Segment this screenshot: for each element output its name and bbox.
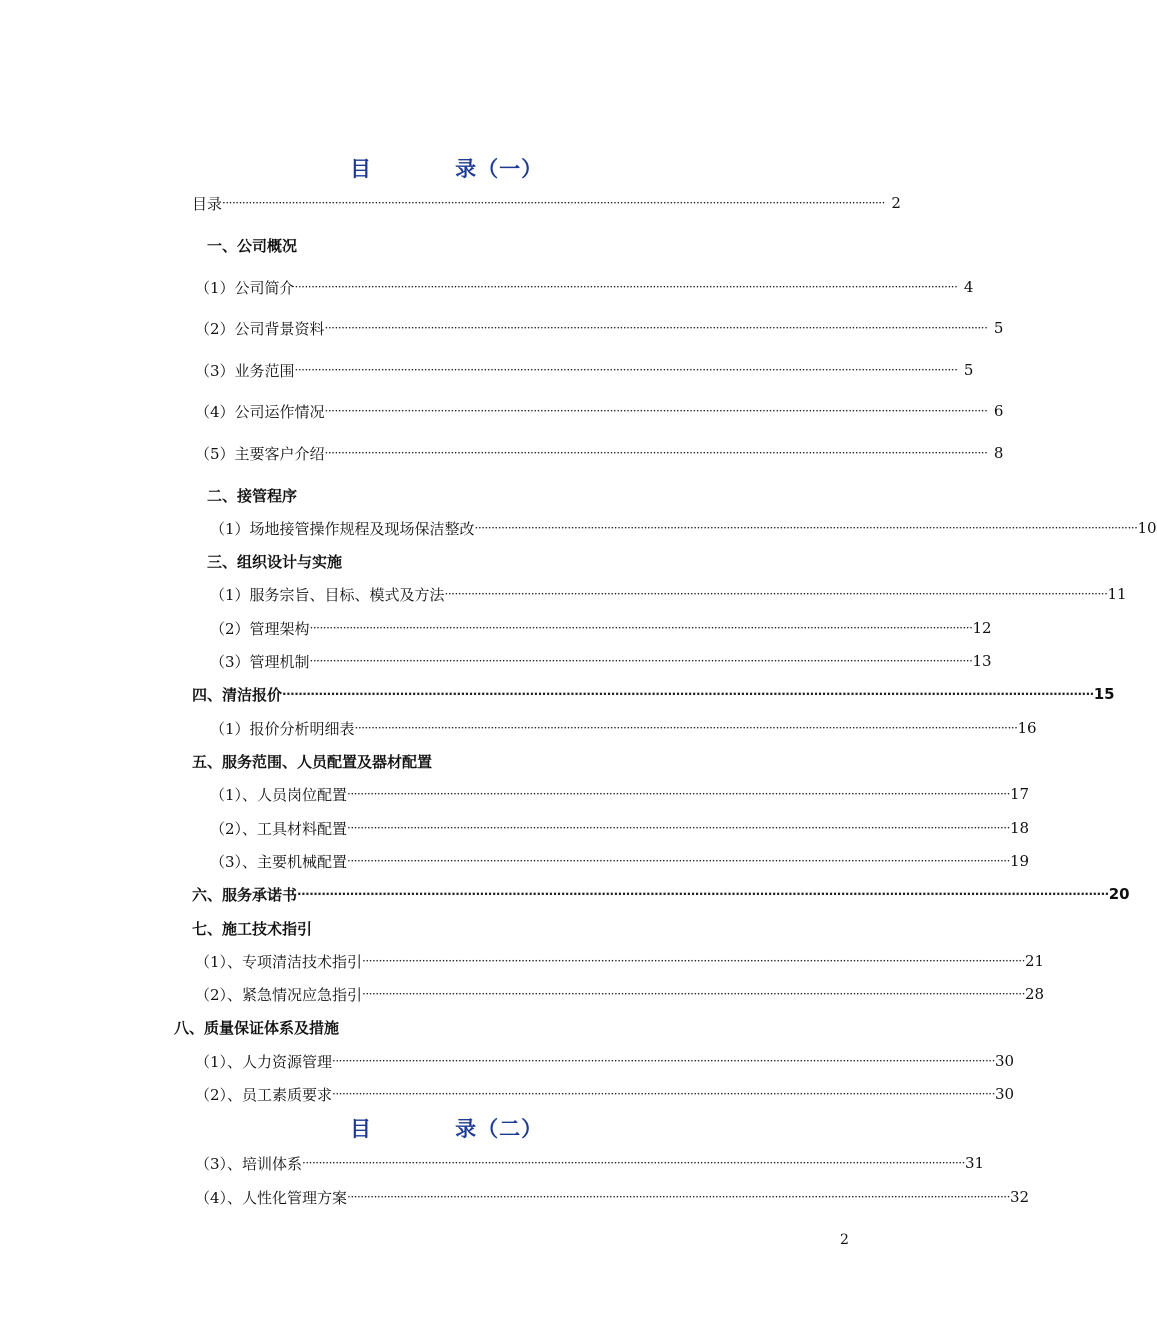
toc-dot-leader: ········································································································································································································	[332, 1054, 995, 1068]
toc-entry	[210, 717, 1037, 739]
toc-entry-label: （1）、专项清洁技术指引	[195, 952, 363, 971]
toc-entry-label: 六、服务承诺书	[192, 885, 298, 904]
toc-dot-leader: ········································································································································································································	[309, 621, 973, 635]
toc-entry-label: （3）、培训体系	[195, 1154, 303, 1173]
toc-entry-label: （1）报价分析明细表	[210, 719, 355, 738]
toc-dot-leader: ········································································································································································································	[362, 987, 1025, 1001]
toc-dot-leader: ········································································································································································································	[324, 404, 988, 418]
page-number: 2	[840, 1232, 849, 1248]
toc-entry-page: 16	[1017, 719, 1037, 737]
toc-section-heading	[192, 683, 1115, 705]
toc-dot-leader: ········································································································································································································	[474, 521, 1138, 535]
toc-entry	[192, 192, 901, 214]
toc-dot-leader: ········································································································································································································	[309, 654, 973, 668]
toc-dot-leader: ········································································································································································································	[362, 954, 1025, 968]
toc-entry-page: 12	[972, 619, 992, 637]
toc-entry-label: 一、公司概况	[207, 236, 298, 255]
toc-dot-leader: ········································································································································································································	[332, 1087, 995, 1101]
toc-entry-page: 11	[1107, 585, 1127, 603]
toc-entry-label: （3）业务范围	[195, 361, 295, 380]
toc-entry-page: 18	[1009, 819, 1030, 837]
toc-entry-page: 5	[993, 319, 1004, 337]
toc-entry-page: 17	[1009, 785, 1030, 803]
toc-entry-page: 6	[993, 402, 1004, 420]
toc-entry	[195, 1186, 1030, 1208]
toc-dot-leader: ········································································································································································································	[294, 280, 958, 294]
toc-title-2: 目 录（二）	[350, 1116, 544, 1141]
toc-entry-label: 目录	[192, 194, 223, 213]
toc-entry	[210, 817, 1030, 839]
toc-dot-leader: ········································································································································································································	[282, 687, 1094, 701]
toc-dot-leader: ········································································································································································································	[347, 787, 1010, 801]
toc-dot-leader: ········································································································································································································	[347, 821, 1010, 835]
toc-entry	[210, 850, 1030, 872]
toc-entry	[195, 1152, 985, 1174]
toc-entry-label: （1）服务宗旨、目标、模式及方法	[210, 585, 445, 604]
toc-entry-label: （3）、主要机械配置	[210, 852, 348, 871]
toc-entry-page: 30	[994, 1085, 1015, 1103]
toc-entry-label: （2）公司背景资料	[195, 319, 325, 338]
toc-title-1: 目 录（一）	[350, 156, 544, 181]
toc-entry-label: （4）、人性化管理方案	[195, 1188, 348, 1207]
toc-entry	[210, 517, 1157, 539]
toc-entry	[195, 983, 1045, 1005]
toc-dot-leader: ········································································································································································································	[302, 1156, 965, 1170]
toc-entry-label: 三、组织设计与实施	[207, 552, 343, 571]
toc-section-heading	[207, 234, 400, 256]
toc-entry-label: （1）场地接管操作规程及现场保洁整改	[210, 519, 475, 538]
toc-entry-label: 四、清洁报价	[192, 685, 283, 704]
toc-entry-label: （1）公司简介	[195, 278, 295, 297]
toc-section-heading	[192, 883, 1130, 905]
toc-dot-leader: ········································································································································································································	[347, 1190, 1010, 1204]
toc-entry-page: 4	[963, 278, 974, 296]
toc-entry	[195, 950, 1045, 972]
toc-section-heading	[207, 550, 400, 572]
toc-entry-label: 七、施工技术指引	[192, 919, 313, 938]
toc-entry	[195, 1050, 1015, 1072]
toc-dot-leader: ········································································································································································································	[347, 854, 1010, 868]
toc-entry-label: （3）管理机制	[210, 652, 310, 671]
toc-entry-page: 20	[1108, 885, 1130, 903]
toc-entry-label: （2）、员工素质要求	[195, 1085, 333, 1104]
toc-dot-leader: ········································································································································································································	[222, 196, 885, 210]
toc-entry-page: 8	[993, 444, 1004, 462]
toc-dot-leader: ········································································································································································································	[444, 587, 1108, 601]
toc-entry	[195, 359, 974, 381]
toc-entry-label: 八、质量保证体系及措施	[174, 1018, 340, 1037]
toc-entry-page: 2	[891, 194, 901, 212]
toc-entry-label: （5）主要客户介绍	[195, 444, 325, 463]
toc-entry	[210, 650, 992, 672]
toc-entry-label: （1）、人力资源管理	[195, 1052, 333, 1071]
toc-entry	[195, 400, 1004, 422]
toc-entry-page: 31	[964, 1154, 985, 1172]
toc-dot-leader: ········································································································································································································	[324, 446, 988, 460]
toc-entry-label: （2）、紧急情况应急指引	[195, 985, 363, 1004]
toc-entry-page: 32	[1009, 1188, 1030, 1206]
toc-entry-label: （4）公司运作情况	[195, 402, 325, 421]
toc-section-heading	[174, 1016, 400, 1038]
toc-entry-page: 5	[963, 361, 974, 379]
toc-entry-page: 10	[1137, 519, 1157, 537]
toc-entry-label: （1）、人员岗位配置	[210, 785, 348, 804]
toc-entry-label: 二、接管程序	[207, 486, 298, 505]
toc-entry-page: 13	[972, 652, 992, 670]
toc-dot-leader: ········································································································································································································	[354, 721, 1018, 735]
toc-entry-label: （2）管理架构	[210, 619, 310, 638]
toc-section-heading	[207, 484, 400, 506]
toc-entry	[210, 783, 1030, 805]
toc-entry	[195, 317, 1004, 339]
toc-entry	[195, 442, 1004, 464]
toc-entry	[210, 617, 992, 639]
toc-entry-page: 15	[1093, 685, 1115, 703]
toc-entry-label: 五、服务范围、人员配置及器材配置	[192, 752, 433, 771]
toc-section-heading	[192, 750, 500, 772]
toc-entry	[195, 1083, 1015, 1105]
toc-entry	[210, 583, 1127, 605]
toc-entry-page: 19	[1009, 852, 1030, 870]
toc-entry-label: （2）、工具材料配置	[210, 819, 348, 838]
toc-entry	[195, 276, 974, 298]
toc-entry-page: 21	[1024, 952, 1045, 970]
toc-entry-page: 30	[994, 1052, 1015, 1070]
toc-section-heading	[192, 917, 400, 939]
toc-dot-leader: ········································································································································································································	[324, 321, 988, 335]
toc-dot-leader: ········································································································································································································	[297, 887, 1109, 901]
toc-entry-page: 28	[1024, 985, 1045, 1003]
toc-dot-leader: ········································································································································································································	[294, 363, 958, 377]
